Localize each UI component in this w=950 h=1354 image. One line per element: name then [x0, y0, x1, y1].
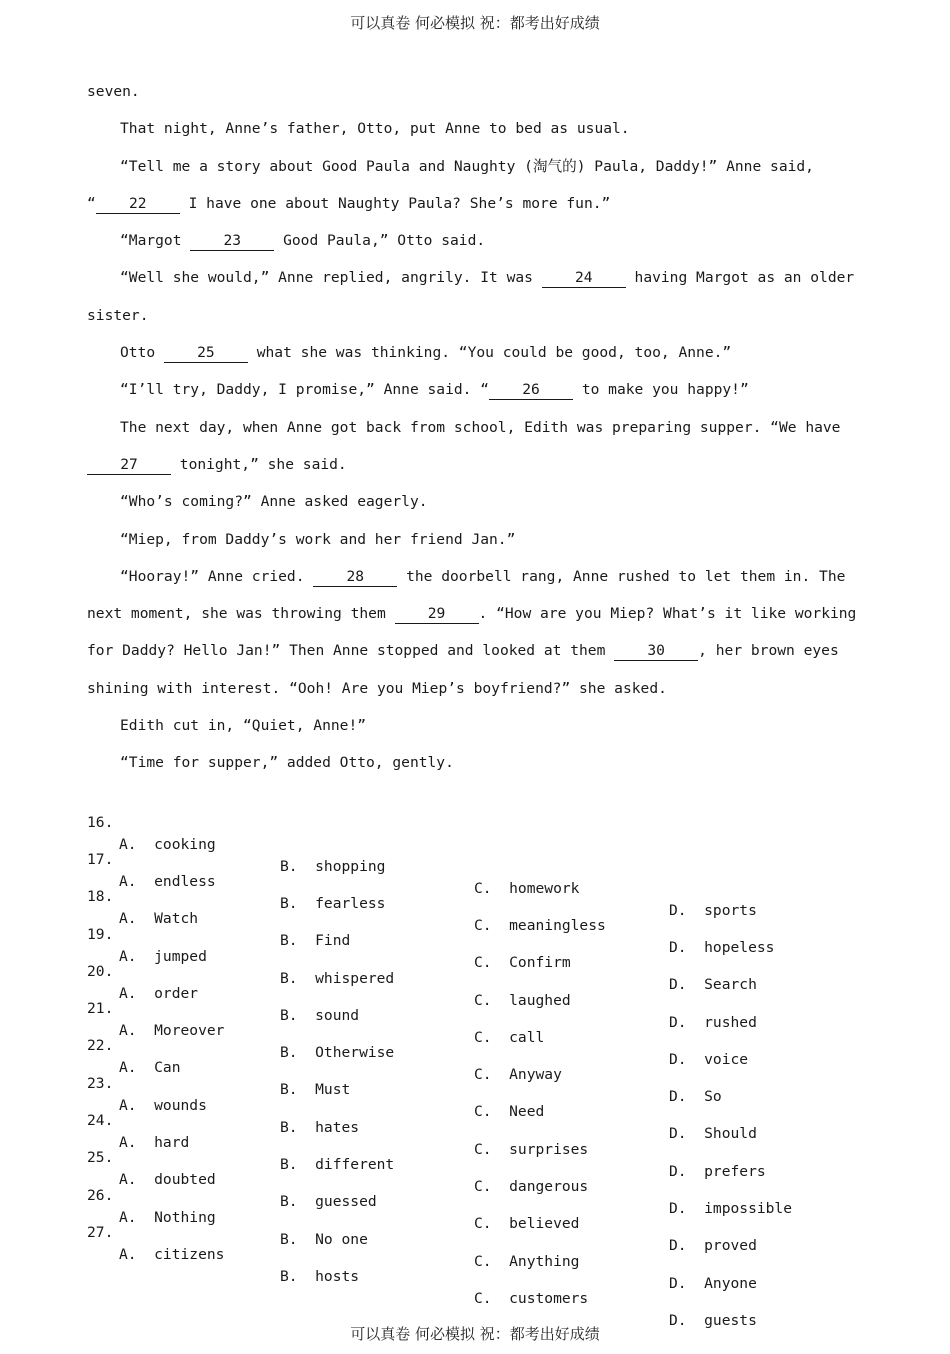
option-b[interactable]: B. Find — [280, 932, 351, 950]
passage-text: , her brown eyes — [698, 642, 839, 660]
passage-text: Otto — [120, 344, 164, 362]
passage-text: to make you happy!” — [573, 381, 749, 399]
option-d[interactable]: D. So — [669, 1088, 722, 1106]
option-d[interactable]: D. guests — [669, 1311, 757, 1329]
option-b[interactable]: B. fearless — [280, 894, 386, 912]
passage-text: . “How are you Miep? What’s it like working — [478, 605, 857, 623]
blank-26[interactable]: 26 — [489, 381, 573, 400]
option-d[interactable]: D. proved — [669, 1237, 757, 1255]
option-c[interactable]: C. Confirm — [474, 954, 571, 972]
option-d[interactable]: D. rushed — [669, 1013, 757, 1031]
passage-line: That night, Anne’s father, Otto, put Anne to bed as usual. — [120, 120, 630, 138]
passage-line: The next day, when Anne got back from school, Edith was preparing supper. “We have — [120, 418, 841, 436]
blank-22[interactable]: 22 — [96, 195, 180, 214]
passage-text: next moment, she was throwing them — [87, 605, 395, 623]
option-c[interactable]: C. dangerous — [474, 1178, 589, 1196]
question-number: 24. — [87, 1112, 114, 1130]
blank-30[interactable]: 30 — [614, 642, 698, 661]
option-a[interactable]: A. wounds — [119, 1096, 207, 1114]
option-b[interactable]: B. hosts — [280, 1267, 360, 1285]
option-b[interactable]: B. Otherwise — [280, 1044, 395, 1062]
option-d[interactable]: D. voice — [669, 1050, 749, 1068]
option-c[interactable]: C. call — [474, 1028, 545, 1046]
question-number: 27. — [87, 1223, 114, 1241]
option-d[interactable]: D. sports — [669, 901, 757, 919]
option-a[interactable]: A. hard — [119, 1134, 190, 1152]
option-a[interactable]: A. citizens — [119, 1245, 225, 1263]
option-b[interactable]: B. whispered — [280, 969, 395, 987]
option-b[interactable]: B. shopping — [280, 857, 386, 875]
option-a[interactable]: A. cooking — [119, 835, 216, 853]
option-b[interactable]: B. different — [280, 1156, 395, 1174]
option-a[interactable]: A. doubted — [119, 1171, 216, 1189]
passage-text: “I’ll try, Daddy, I promise,” Anne said. “ — [120, 381, 490, 399]
option-d[interactable]: D. impossible — [669, 1200, 793, 1218]
option-d[interactable]: D. Anyone — [669, 1274, 757, 1292]
passage-text: “Margot — [120, 232, 191, 250]
passage-line: “Time for supper,” added Otto, gently. — [120, 754, 454, 772]
passage-line — [87, 342, 847, 379]
option-a[interactable]: A. order — [119, 984, 199, 1002]
passage-text: I have one about Naughty Paula? She’s more fun.” — [179, 194, 611, 212]
option-a[interactable]: A. endless — [119, 872, 216, 890]
passage-text: Good Paula,” Otto said. — [274, 232, 486, 250]
option-c[interactable]: C. Anything — [474, 1252, 580, 1270]
option-d[interactable]: D. Should — [669, 1125, 757, 1143]
passage-text: for Daddy? Hello Jan!” Then Anne stopped and looked at them — [87, 642, 615, 660]
option-a[interactable]: A. Watch — [119, 910, 199, 928]
passage-text: what she was thinking. “You could be good, too, Anne.” — [247, 344, 732, 362]
passage-line: shining with interest. “Ooh! Are you Miep’s boyfriend?” she asked. — [87, 679, 667, 697]
passage-text: “Well she would,” Anne replied, angrily. It was — [120, 269, 542, 287]
option-c[interactable]: C. laughed — [474, 991, 571, 1009]
passage-line — [87, 267, 855, 304]
option-c[interactable]: C. believed — [474, 1215, 580, 1233]
passage-line — [87, 603, 857, 640]
option-c[interactable]: C. Anyway — [474, 1066, 562, 1084]
option-b[interactable]: B. sound — [280, 1006, 360, 1024]
option-d[interactable]: D. Search — [669, 976, 757, 994]
option-b[interactable]: B. guessed — [280, 1193, 377, 1211]
blank-24[interactable]: 24 — [542, 269, 626, 288]
passage-body — [87, 81, 857, 1329]
passage-line: “Who’s coming?” Anne asked eagerly. — [120, 493, 428, 511]
question-number: 17. — [87, 850, 114, 868]
passage-text: having Margot as an older — [625, 269, 855, 287]
blank-25[interactable]: 25 — [164, 344, 248, 363]
blank-27[interactable]: 27 — [87, 456, 171, 475]
passage-line — [87, 193, 847, 230]
question-number: 23. — [87, 1074, 114, 1092]
option-c[interactable]: C. customers — [474, 1289, 589, 1307]
option-d[interactable]: D. hopeless — [669, 938, 775, 956]
option-a[interactable]: A. Nothing — [119, 1208, 216, 1226]
passage-line: sister. — [87, 306, 149, 324]
passage-text: “Hooray!” Anne cried. — [120, 567, 314, 585]
question-number: 20. — [87, 962, 114, 980]
option-c[interactable]: C. surprises — [474, 1140, 589, 1158]
option-b[interactable]: B. No one — [280, 1230, 368, 1248]
question-number: 18. — [87, 888, 114, 906]
blank-29[interactable]: 29 — [395, 605, 479, 624]
question-number: 19. — [87, 925, 114, 943]
option-d[interactable]: D. prefers — [669, 1162, 766, 1180]
options-list — [87, 790, 847, 1329]
option-c[interactable]: C. homework — [474, 879, 580, 897]
passage-text: tonight,” she said. — [171, 455, 347, 473]
question-number: 26. — [87, 1186, 114, 1204]
option-b[interactable]: B. Must — [280, 1081, 351, 1099]
passage-line — [87, 454, 847, 491]
question-number: 16. — [87, 813, 114, 831]
passage-text: “ — [87, 194, 96, 212]
question-number: 22. — [87, 1037, 114, 1055]
passage-line: seven. — [87, 83, 140, 100]
option-b[interactable]: B. hates — [280, 1118, 360, 1136]
passage-text: the doorbell rang, Anne rushed to let them in. The — [397, 567, 846, 585]
page-header: 可以真卷 何必模拟 祝：都考出好成绩 — [350, 14, 600, 32]
page-footer: 可以真卷 何必模拟 祝：都考出好成绩 — [350, 1325, 600, 1343]
option-a[interactable]: A. Can — [119, 1059, 181, 1077]
passage-line: “Miep, from Daddy’s work and her friend Jan.” — [120, 530, 516, 548]
question-number: 21. — [87, 1000, 114, 1018]
passage-line — [87, 230, 847, 267]
passage-line — [87, 566, 847, 603]
option-c[interactable]: C. meaningless — [474, 916, 606, 934]
option-c[interactable]: C. Need — [474, 1103, 545, 1121]
passage-line — [87, 640, 847, 677]
passage-line: Edith cut in, “Quiet, Anne!” — [120, 717, 367, 735]
option-a[interactable]: A. Moreover — [119, 1022, 225, 1040]
passage-line: “Tell me a story about Good Paula and Naughty (淘气的) Paula, Daddy!” Anne said, — [120, 157, 814, 175]
option-a[interactable]: A. jumped — [119, 947, 207, 965]
passage-line — [87, 379, 847, 416]
blank-23[interactable]: 23 — [190, 232, 274, 251]
question-number: 25. — [87, 1149, 114, 1167]
blank-28[interactable]: 28 — [313, 568, 397, 587]
